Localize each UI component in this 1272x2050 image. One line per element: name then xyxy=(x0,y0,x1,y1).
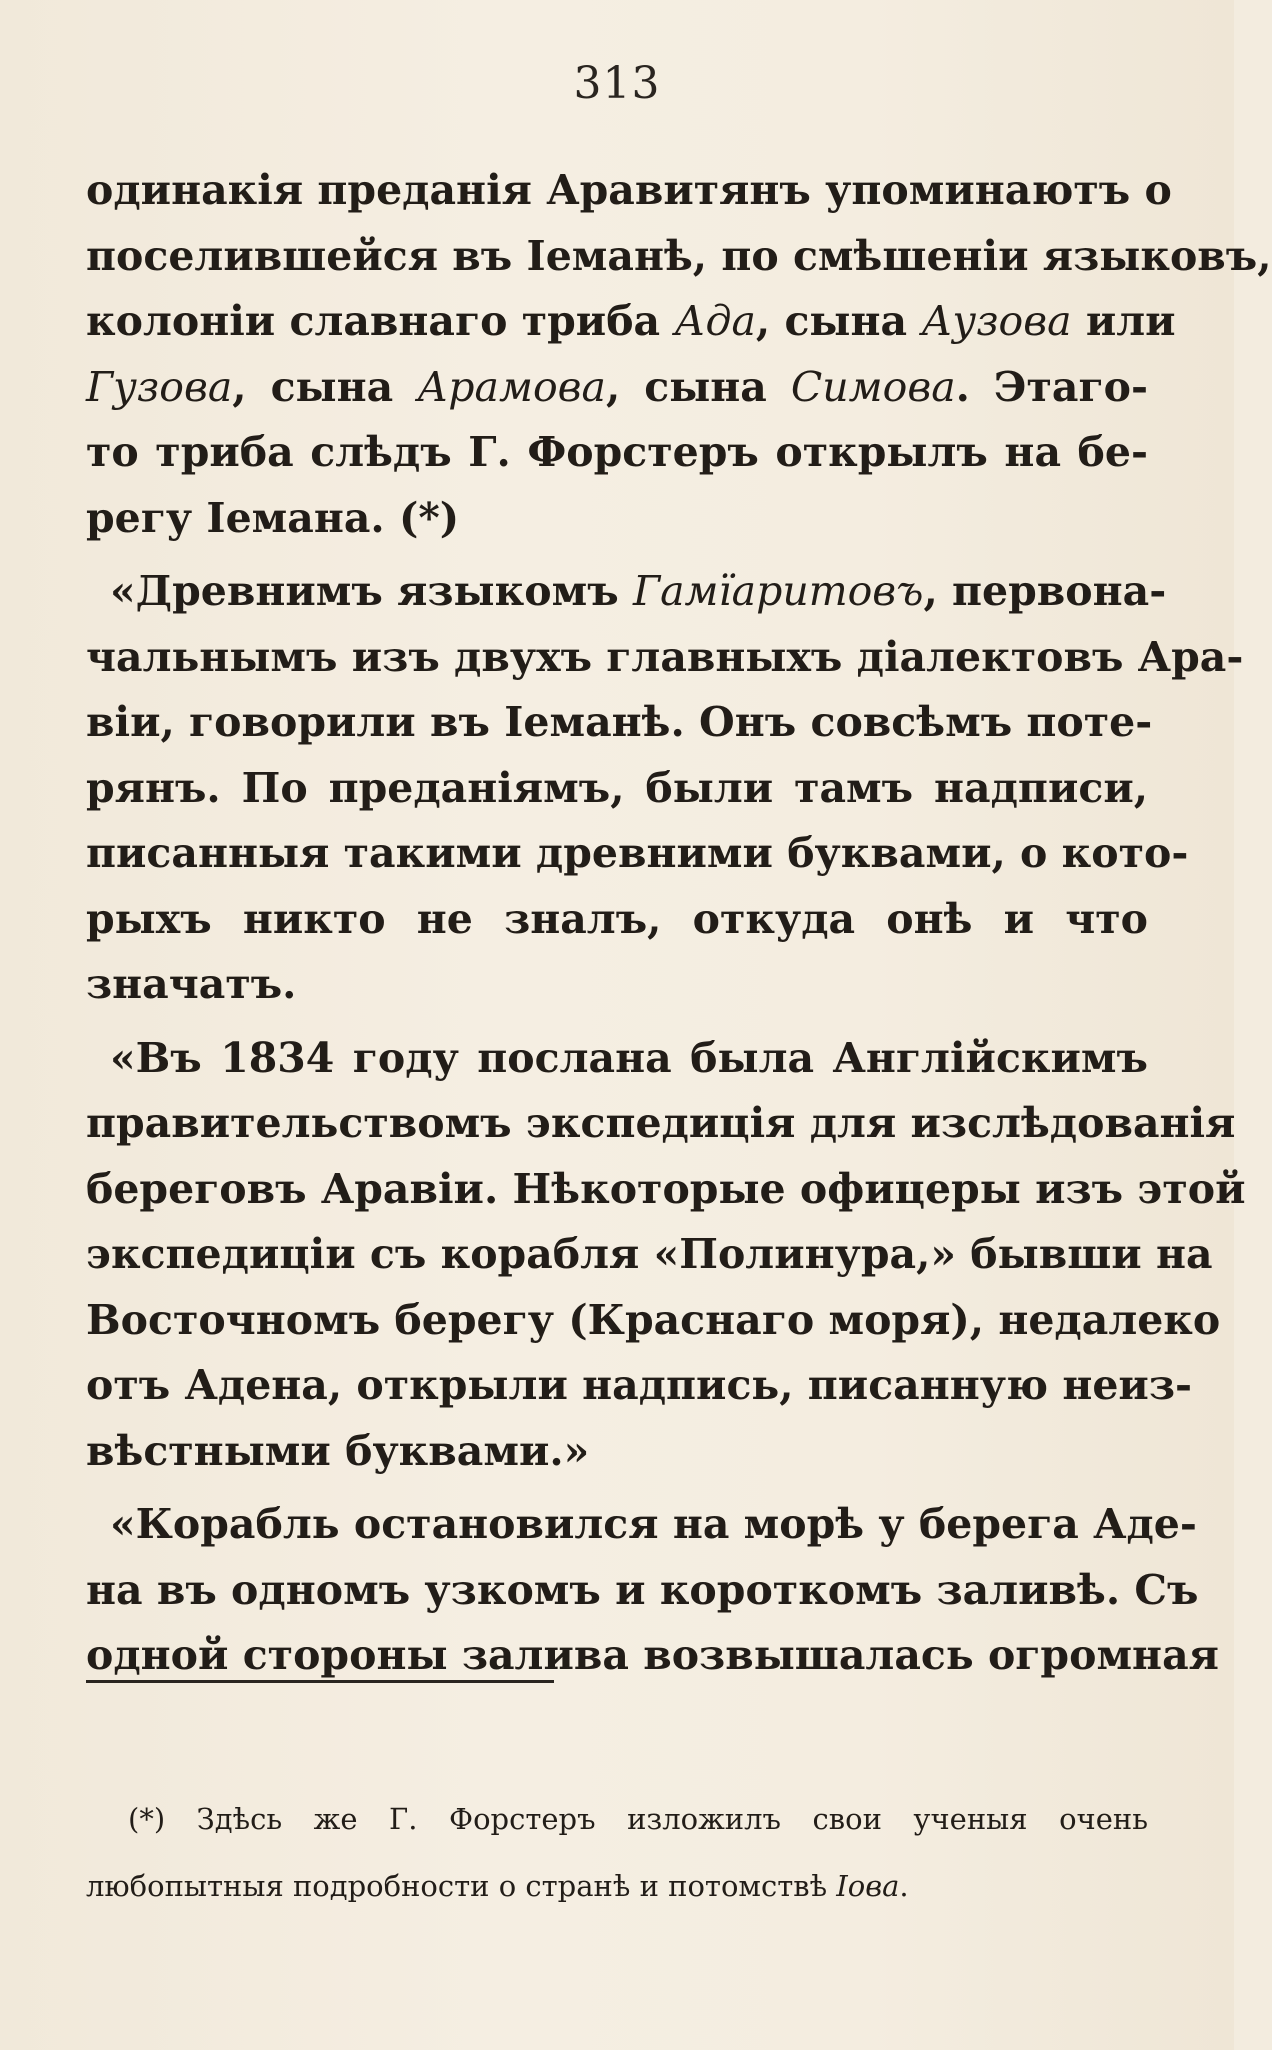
italic-text: Симова xyxy=(790,362,956,411)
text-segment: одной стороны залива возвышалась огромная xyxy=(86,1631,1219,1679)
italic-text: Гамїаритовъ xyxy=(632,567,924,615)
italic-text: Арамова xyxy=(417,362,606,411)
text-segment: . xyxy=(899,1869,909,1903)
text-segment: колоніи славнаго триба xyxy=(86,297,675,345)
text-line xyxy=(86,887,1148,953)
text-segment: или xyxy=(1071,297,1176,345)
text-segment: . Этаго- xyxy=(955,362,1148,411)
footnote-line xyxy=(86,1786,1148,1853)
text-line xyxy=(86,420,1148,486)
text-line xyxy=(86,1288,1221,1354)
text-segment: Восточномъ берегу (Краснаго моря), недалеко xyxy=(86,1295,1221,1344)
text-line xyxy=(86,1222,1213,1288)
italic-text: Ада xyxy=(674,297,756,345)
text-segment: отъ Адена, открыли надпись, писанную неиз- xyxy=(86,1361,1192,1409)
text-segment: писанныя такими древними буквами, о кото- xyxy=(86,829,1189,877)
text-segment: «Корабль остановился на морѣ у берега Аде- xyxy=(110,1500,1197,1548)
text-segment: вѣстными буквами.» xyxy=(86,1426,590,1475)
text-segment: экспедиціи съ корабля «Полинура,» бывши на xyxy=(86,1230,1213,1278)
text-segment: рыхъ никто не зналъ, откуда онѣ и что xyxy=(86,894,1148,943)
text-segment: , первона- xyxy=(923,567,1167,615)
text-segment: поселившейся въ Іеманѣ, по смѣшеніи языковъ, xyxy=(86,231,1272,280)
text-line xyxy=(86,690,1153,756)
text-segment: рянъ. По преданіямъ, были тамъ надписи, xyxy=(86,763,1148,812)
text-segment: значатъ. xyxy=(86,960,297,1008)
text-segment: «Древнимъ языкомъ xyxy=(110,567,633,615)
italic-text: Аузова xyxy=(921,297,1072,345)
text-line xyxy=(86,1026,1148,1092)
paragraph-gap xyxy=(86,1018,1148,1026)
text-line xyxy=(86,625,1244,691)
text-segment: любопытныя подробности о странѣ и потомствѣ xyxy=(86,1869,837,1903)
page-number: 313 xyxy=(573,58,661,109)
text-segment: правительствомъ экспедиція для изслѣдованія xyxy=(86,1099,1236,1147)
text-segment: регу Іемана. (*) xyxy=(86,493,460,542)
footnote-divider xyxy=(86,1680,554,1683)
text-line xyxy=(86,158,1172,224)
text-segment: , сына xyxy=(605,362,791,411)
text-line xyxy=(86,952,1148,1018)
text-segment: віи, говорили въ Іеманѣ. Онъ совсѣмъ поте- xyxy=(86,698,1153,746)
footnote xyxy=(86,1786,1148,1920)
italic-text: Гузова xyxy=(86,362,233,411)
text-line xyxy=(86,355,1148,421)
text-segment: чальнымъ изъ двухъ главныхъ діалектовъ Ара- xyxy=(86,632,1244,681)
text-segment: «Въ 1834 году послана была Англійскимъ xyxy=(110,1033,1148,1082)
footnote-line xyxy=(86,1853,1148,1920)
text-segment: , сына xyxy=(232,362,418,411)
text-segment: (*) Здѣсь же Г. Форстеръ изложилъ свои ученыя очень xyxy=(128,1802,1148,1836)
text-line xyxy=(86,1623,1219,1689)
text-line xyxy=(86,1157,1246,1223)
text-segment: на въ одномъ узкомъ и короткомъ заливѣ. Съ xyxy=(86,1565,1199,1614)
text-line xyxy=(86,1419,1148,1485)
text-line xyxy=(86,559,1167,625)
text-line xyxy=(86,1492,1197,1558)
text-line xyxy=(86,1091,1236,1157)
text-line xyxy=(86,486,1148,552)
paragraph-gap xyxy=(86,551,1148,559)
italic-text: Іова xyxy=(836,1869,900,1903)
text-line xyxy=(86,224,1272,290)
paragraph-gap xyxy=(86,1484,1148,1492)
text-segment: , сына xyxy=(755,297,922,345)
text-segment: береговъ Аравіи. Нѣкоторые офицеры изъ этой xyxy=(86,1164,1246,1213)
body-text xyxy=(86,158,1272,1689)
text-line xyxy=(86,1353,1192,1419)
text-line xyxy=(86,821,1189,887)
text-line xyxy=(86,756,1148,822)
text-line xyxy=(86,289,1176,355)
text-segment: одинакія преданія Аравитянъ упоминаютъ о xyxy=(86,166,1172,214)
text-segment: то триба слѣдъ Г. Форстеръ открылъ на бе- xyxy=(86,428,1148,476)
text-line xyxy=(86,1558,1199,1624)
